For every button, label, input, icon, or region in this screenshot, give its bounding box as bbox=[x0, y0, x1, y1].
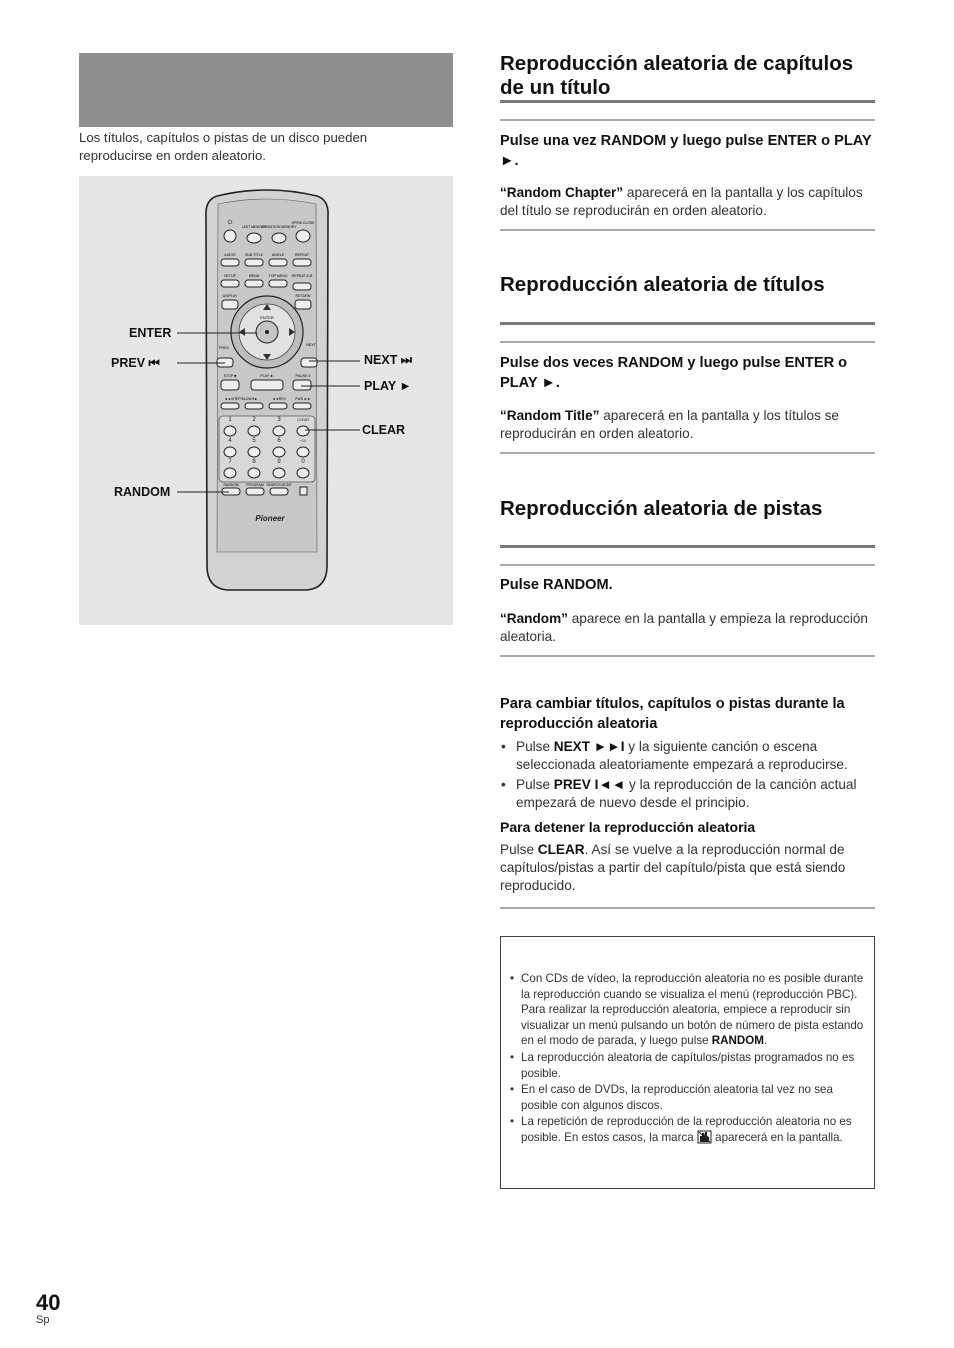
pause-button bbox=[293, 380, 311, 390]
divider bbox=[500, 341, 875, 343]
setup-button bbox=[221, 280, 239, 287]
program-button bbox=[246, 488, 264, 495]
term-random-title: “Random Title” bbox=[500, 408, 600, 423]
subtitle-button bbox=[245, 259, 263, 266]
step-instruction-chapters: Pulse una vez RANDOM y luego pulse ENTER o PLAY ►. bbox=[500, 133, 872, 169]
remote-label-setup: SETUP bbox=[224, 274, 236, 278]
repeat-button bbox=[293, 259, 311, 266]
section-title-titles: Reproducción aleatoria de títulos bbox=[500, 273, 825, 296]
result-text: aparece en la pantalla y empieza la reproducción aleatoria. bbox=[500, 611, 868, 644]
stop-post: . Así se vuelve a la reproducción normal de capítulos/pistas a partir del capítulo/pista que está siendo reproducido. bbox=[500, 842, 846, 893]
page-language: Sp bbox=[36, 1314, 50, 1326]
remote-digit-label: CLEAR bbox=[297, 418, 309, 422]
remote-digit-label: 3 bbox=[277, 417, 281, 423]
remote-label-top-menu: TOP MENU bbox=[268, 274, 288, 278]
remote-label-prev: PREV bbox=[219, 346, 229, 350]
note-item: • En el caso de DVDs, la reproducción aleatoria tal vez no sea posible con algunos discos. bbox=[510, 1082, 864, 1113]
divider bbox=[500, 452, 875, 454]
divider bbox=[500, 545, 875, 548]
bullet-text: y la reproducción de la canción actual empezará de nuevo desde el principio. bbox=[516, 777, 857, 810]
prev-button bbox=[217, 358, 233, 367]
key-random: RANDOM bbox=[711, 1034, 764, 1048]
note-text: La repetición de reproducción de la reproducción aleatoria no es posible. En estos casos, la marca bbox=[521, 1115, 852, 1144]
result-text: aparecerá en la pantalla y los títulos se reproducirán en orden aleatorio. bbox=[500, 408, 839, 441]
stop-heading: Para detener la reproducción aleatoria bbox=[500, 819, 756, 835]
return-button bbox=[295, 300, 311, 309]
angle-button bbox=[269, 259, 287, 266]
note-item bbox=[510, 971, 864, 1049]
remote-control-illustration bbox=[79, 176, 453, 625]
bullet-prev bbox=[500, 776, 875, 812]
search-mode-button bbox=[270, 488, 288, 495]
remote-label-step-slow: ◄◄/STEP/SLOW/II► bbox=[224, 397, 258, 401]
callout-next: NEXT ⏭ bbox=[364, 353, 413, 367]
remote-digit-button bbox=[248, 426, 260, 436]
remote-digit-button bbox=[273, 426, 285, 436]
prohibited-hand-icon bbox=[697, 1130, 712, 1144]
remote-label-menu: MENU bbox=[248, 274, 260, 278]
divider bbox=[500, 100, 875, 103]
remote-label-condition-memory: CONDITION MEMORY bbox=[261, 225, 297, 229]
remote-digit-button bbox=[224, 468, 236, 478]
bullet-text: y la siguiente canción o escena seleccionada aleatoriamente empezará a reproducirse. bbox=[516, 739, 848, 772]
note-text: . bbox=[763, 1034, 768, 1048]
repeat-ab-button bbox=[293, 283, 311, 290]
step-instruction-titles: Pulse dos veces RANDOM y luego pulse ENTER o PLAY ►. bbox=[500, 355, 848, 391]
play-button bbox=[251, 380, 283, 390]
divider bbox=[500, 907, 875, 909]
callout-play: PLAY ► bbox=[364, 379, 412, 393]
remote-label-last-memory: LAST MEMORY bbox=[241, 225, 267, 229]
remote-label-audio: AUDIO bbox=[224, 253, 236, 257]
remote-figure bbox=[79, 176, 453, 625]
remote-digit-button bbox=[224, 447, 236, 457]
remote-digit-button bbox=[273, 468, 285, 478]
term-random-chapter: “Random Chapter” bbox=[500, 185, 624, 200]
remote-digit-button bbox=[248, 468, 260, 478]
section-title-chapters: Reproducción aleatoria de capítulos de un título bbox=[500, 52, 854, 99]
section-title-tracks: Reproducción aleatoria de pistas bbox=[500, 497, 823, 520]
menu-button bbox=[245, 280, 263, 287]
step-result-chapters bbox=[500, 184, 875, 220]
step-result-titles bbox=[500, 407, 875, 443]
remote-digit-button bbox=[224, 426, 236, 436]
stop-text bbox=[500, 841, 878, 895]
remote-digit-label: 4 bbox=[228, 438, 232, 444]
remote-label-next: NEXT bbox=[306, 343, 316, 347]
key-clear: CLEAR bbox=[537, 842, 585, 857]
change-bullets bbox=[500, 738, 875, 814]
notes-box bbox=[500, 936, 875, 1189]
remote-digit-label: 9 bbox=[277, 459, 281, 465]
divider bbox=[500, 322, 875, 325]
remote-label-subtitle: SUB TITLE bbox=[244, 253, 264, 257]
intro-text: Los títulos, capítulos o pistas de un disco pueden reproducirse en orden aleatorio. bbox=[79, 130, 368, 163]
key-next: NEXT ►►I bbox=[553, 739, 625, 754]
key-prev: PREV I◄◄ bbox=[553, 777, 626, 792]
remote-label-fwd: FWD ►► bbox=[295, 397, 311, 401]
bullet-next bbox=[500, 738, 875, 774]
page-number: 40 bbox=[36, 1290, 61, 1315]
remote-digit-label: 0 bbox=[301, 459, 305, 465]
remote-label-stop: STOP ■ bbox=[223, 374, 237, 378]
remote-label-repeat: REPEAT bbox=[294, 253, 310, 257]
remote-label-open-close: OPEN/ CLOSE bbox=[291, 221, 315, 225]
remote-label-play: PLAY ► bbox=[260, 374, 274, 378]
stop-button bbox=[221, 380, 239, 390]
open-close-button bbox=[296, 230, 310, 242]
bullet-text: Pulse bbox=[516, 777, 554, 792]
condition-memory-button bbox=[272, 233, 286, 243]
step-instruction-tracks: Pulse RANDOM. bbox=[500, 577, 613, 593]
remote-digit-label: 1 bbox=[228, 417, 232, 423]
svg-text:⏻: ⏻ bbox=[227, 220, 233, 226]
remote-label-angle: ANGLE bbox=[271, 253, 285, 257]
remote-digit-button bbox=[248, 447, 260, 457]
remote-digit-label: 6 bbox=[277, 438, 281, 444]
term-random: “Random” bbox=[500, 611, 568, 626]
stop-pre: Pulse bbox=[500, 842, 538, 857]
remote-digit-button bbox=[297, 468, 309, 478]
divider bbox=[500, 564, 875, 566]
change-heading: Para cambiar títulos, capítulos o pistas durante la reproducción aleatoria bbox=[500, 696, 845, 732]
audio-button bbox=[221, 259, 239, 266]
remote-digit-button bbox=[273, 447, 285, 457]
divider bbox=[500, 229, 875, 231]
display-button bbox=[222, 300, 238, 309]
remote-label-program: PROGRAM bbox=[246, 483, 264, 487]
remote-label-display: DISPLAY bbox=[222, 294, 238, 298]
remote-label-pause: PAUSE II bbox=[295, 374, 311, 378]
section-header-bar bbox=[79, 53, 453, 127]
remote-digit-button bbox=[297, 426, 309, 436]
remote-digit-label: 5 bbox=[252, 438, 256, 444]
top-menu-button bbox=[269, 280, 287, 287]
step-result-tracks bbox=[500, 610, 875, 646]
note-item: • La reproducción aleatoria de capítulos/pistas programados no es posible. bbox=[510, 1050, 864, 1081]
last-memory-button bbox=[247, 233, 261, 243]
note-item bbox=[510, 1114, 864, 1145]
note-text: aparecerá en la pantalla. bbox=[711, 1130, 843, 1144]
remote-digit-button bbox=[297, 447, 309, 457]
bullet-text: Pulse bbox=[516, 739, 554, 754]
divider bbox=[500, 119, 875, 121]
remote-digit-label: 7 bbox=[228, 459, 232, 465]
next-button bbox=[301, 358, 317, 367]
divider bbox=[500, 655, 875, 657]
note-text: Con CDs de vídeo, la reproducción aleatoria no es posible durante la reproducción cuando se visualiza el menú (reproducción PBC). Para realizar la reproducción aleatoria, empiece a reproducir sin visualizar un menú pulsando un botón de número de pista estando en el modo de parada, y luego pulse bbox=[521, 972, 864, 1048]
callout-clear: CLEAR bbox=[362, 423, 406, 437]
remote-digit-label: 2 bbox=[252, 417, 256, 423]
power-button bbox=[224, 230, 236, 242]
remote-label-rev: ◄◄REV bbox=[272, 397, 286, 401]
remote-label-random: RANDOM bbox=[223, 483, 239, 487]
remote-label-return: RETURN bbox=[295, 294, 311, 298]
remote-digit-label: 8 bbox=[252, 459, 256, 465]
callout-enter: ENTER bbox=[129, 326, 172, 340]
remote-digit-label: +10 bbox=[299, 439, 307, 443]
pioneer-logo: Pioneer bbox=[255, 514, 285, 523]
remote-label-repeat-ab: REPEAT A-B bbox=[291, 274, 313, 278]
remote-label-search-mode: SEARCH MODE bbox=[266, 483, 292, 487]
callout-random: RANDOM bbox=[114, 485, 171, 499]
callout-prev: PREV ⏮ bbox=[111, 356, 160, 370]
result-text: aparecerá en la pantalla y los capítulos del título se reproducirán en orden aleatorio. bbox=[500, 185, 863, 218]
remote-label-enter: ENTER bbox=[260, 315, 274, 320]
random-button bbox=[222, 488, 240, 495]
